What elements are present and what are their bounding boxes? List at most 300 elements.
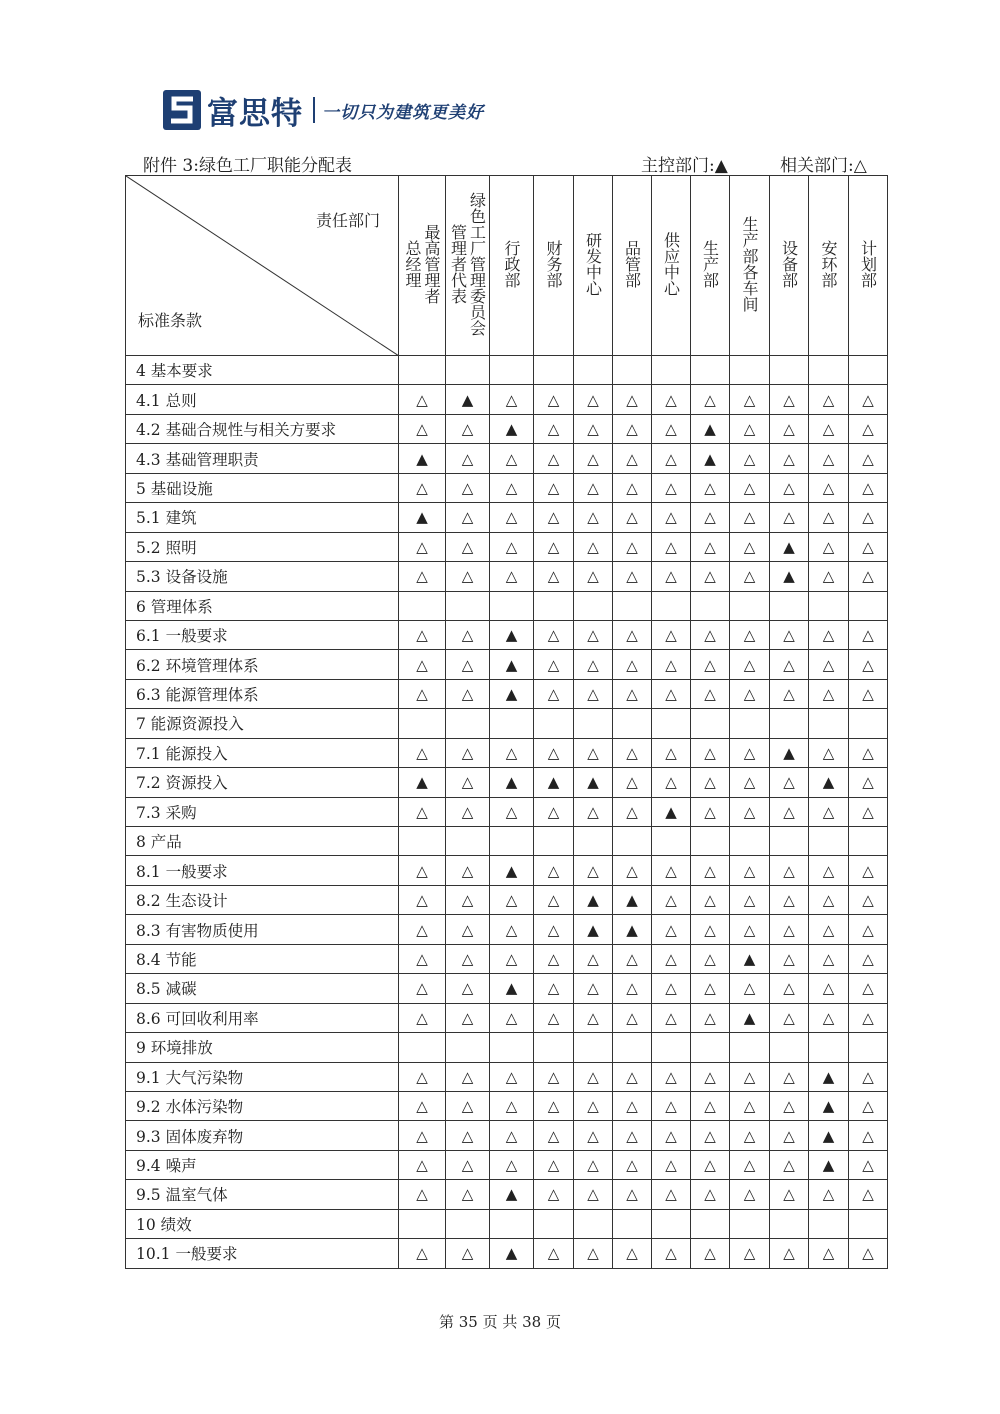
mark-cell: △ — [691, 385, 730, 414]
mark-cell — [613, 1209, 652, 1238]
mark-cell: △ — [691, 532, 730, 561]
mark-cell: ▲ — [809, 1091, 849, 1120]
mark-cell: ▲ — [490, 974, 534, 1003]
mark-cell: △ — [490, 503, 534, 532]
mark-cell: △ — [399, 1003, 446, 1032]
mark-cell: △ — [534, 974, 574, 1003]
mark-cell — [770, 827, 809, 856]
mark-cell: △ — [574, 532, 613, 561]
mark-cell: △ — [399, 974, 446, 1003]
mark-cell: △ — [730, 620, 770, 649]
mark-cell — [574, 591, 613, 620]
clause-cell: 7.3 采购 — [126, 797, 399, 826]
mark-cell: △ — [534, 473, 574, 502]
clause-cell: 8.6 可回收利用率 — [126, 1003, 399, 1032]
mark-cell: △ — [446, 1003, 490, 1032]
mark-cell: ▲ — [652, 797, 691, 826]
mark-cell: △ — [490, 1150, 534, 1179]
mark-cell: △ — [730, 650, 770, 679]
mark-cell: △ — [652, 444, 691, 473]
mark-cell: △ — [691, 915, 730, 944]
mark-cell: △ — [770, 885, 809, 914]
clause-cell: 8 产品 — [126, 827, 399, 856]
mark-cell: ▲ — [730, 1003, 770, 1032]
mark-cell — [534, 1033, 574, 1062]
mark-cell: △ — [399, 856, 446, 885]
matrix-body — [126, 356, 888, 1269]
table-row — [126, 1180, 888, 1209]
mark-cell: △ — [691, 1150, 730, 1179]
mark-cell: △ — [490, 1121, 534, 1150]
mark-cell: ▲ — [574, 885, 613, 914]
mark-cell: △ — [809, 650, 849, 679]
mark-cell: △ — [691, 1239, 730, 1268]
mark-cell: △ — [574, 650, 613, 679]
dept-header-label: 设备部 — [779, 239, 799, 288]
dept-header — [534, 176, 574, 356]
mark-cell: △ — [652, 856, 691, 885]
mark-cell: △ — [613, 473, 652, 502]
mark-cell: △ — [446, 473, 490, 502]
table-header-row — [126, 176, 888, 356]
mark-cell — [490, 1033, 534, 1062]
mark-cell: △ — [770, 473, 809, 502]
mark-cell: △ — [574, 1091, 613, 1120]
mark-cell — [534, 356, 574, 385]
mark-cell — [399, 827, 446, 856]
mark-cell: △ — [613, 414, 652, 443]
mark-cell: △ — [691, 503, 730, 532]
mark-cell — [613, 591, 652, 620]
clause-cell: 5.2 照明 — [126, 532, 399, 561]
mark-cell: △ — [490, 1091, 534, 1120]
mark-cell: △ — [613, 797, 652, 826]
mark-cell: △ — [446, 768, 490, 797]
table-row — [126, 1033, 888, 1062]
mark-cell — [446, 1209, 490, 1238]
clause-cell: 9.2 水体污染物 — [126, 1091, 399, 1120]
mark-cell: ▲ — [691, 444, 730, 473]
mark-cell — [809, 709, 849, 738]
mark-cell — [809, 356, 849, 385]
mark-cell: ▲ — [809, 1121, 849, 1150]
mark-cell: △ — [730, 856, 770, 885]
mark-cell: △ — [490, 1003, 534, 1032]
mark-cell: △ — [730, 473, 770, 502]
mark-cell: △ — [613, 974, 652, 1003]
table-row — [126, 944, 888, 973]
mark-cell: △ — [446, 915, 490, 944]
mark-cell: △ — [849, 679, 888, 708]
mark-cell — [446, 709, 490, 738]
mark-cell: △ — [446, 562, 490, 591]
mark-cell: △ — [613, 385, 652, 414]
mark-cell: △ — [809, 1239, 849, 1268]
mark-cell: △ — [574, 414, 613, 443]
clause-cell: 4 基本要求 — [126, 356, 399, 385]
mark-cell: ▲ — [490, 1239, 534, 1268]
mark-cell: △ — [574, 444, 613, 473]
mark-cell — [730, 591, 770, 620]
mark-cell: △ — [691, 1091, 730, 1120]
mark-cell: △ — [490, 738, 534, 767]
dept-header-label: 财务部 — [544, 239, 563, 288]
clause-cell: 9.5 温室气体 — [126, 1180, 399, 1209]
company-logo — [163, 88, 484, 132]
dept-header-label: 最高管理者 总经理 — [403, 223, 441, 304]
clause-cell: 8.4 节能 — [126, 944, 399, 973]
mark-cell — [730, 827, 770, 856]
mark-cell — [613, 827, 652, 856]
table-row — [126, 503, 888, 532]
mark-cell: △ — [730, 1091, 770, 1120]
mark-cell: △ — [730, 915, 770, 944]
mark-cell — [399, 709, 446, 738]
mark-cell — [849, 356, 888, 385]
mark-cell: △ — [574, 385, 613, 414]
mark-cell: △ — [730, 562, 770, 591]
mark-cell: △ — [446, 738, 490, 767]
mark-cell: △ — [399, 1180, 446, 1209]
mark-cell: △ — [399, 944, 446, 973]
mark-cell: ▲ — [490, 414, 534, 443]
mark-cell — [691, 591, 730, 620]
mark-cell: △ — [691, 650, 730, 679]
mark-cell: △ — [730, 1180, 770, 1209]
dept-header-label: 行政部 — [502, 239, 521, 288]
dept-header — [490, 176, 534, 356]
mark-cell: △ — [652, 1062, 691, 1091]
mark-cell: △ — [770, 650, 809, 679]
mark-cell: △ — [446, 856, 490, 885]
mark-cell: △ — [613, 944, 652, 973]
mark-cell: △ — [446, 1180, 490, 1209]
mark-cell: △ — [574, 1003, 613, 1032]
mark-cell: △ — [574, 1180, 613, 1209]
mark-cell: △ — [691, 679, 730, 708]
mark-cell: ▲ — [490, 620, 534, 649]
mark-cell: △ — [446, 444, 490, 473]
mark-cell: △ — [490, 1062, 534, 1091]
mark-cell: △ — [652, 974, 691, 1003]
corner-cell — [126, 176, 399, 356]
mark-cell — [613, 1033, 652, 1062]
clause-cell: 7 能源资源投入 — [126, 709, 399, 738]
clause-cell: 7.2 资源投入 — [126, 768, 399, 797]
mark-cell: ▲ — [490, 1180, 534, 1209]
mark-cell: △ — [809, 1180, 849, 1209]
mark-cell: △ — [770, 414, 809, 443]
mark-cell: △ — [534, 944, 574, 973]
mark-cell: △ — [849, 768, 888, 797]
table-row — [126, 1121, 888, 1150]
mark-cell: △ — [849, 1239, 888, 1268]
corner-standard-label: 标准条款 — [138, 311, 203, 330]
mark-cell: △ — [399, 562, 446, 591]
clause-cell: 9.4 噪声 — [126, 1150, 399, 1179]
mark-cell: △ — [534, 1239, 574, 1268]
mark-cell — [849, 827, 888, 856]
mark-cell: △ — [770, 620, 809, 649]
brand-name: 富思特 — [207, 95, 303, 132]
table-row — [126, 356, 888, 385]
mark-cell: △ — [652, 1180, 691, 1209]
mark-cell — [574, 827, 613, 856]
mark-cell: △ — [691, 768, 730, 797]
mark-cell: △ — [691, 738, 730, 767]
mark-cell: △ — [652, 885, 691, 914]
mark-cell: △ — [534, 738, 574, 767]
mark-cell: △ — [691, 856, 730, 885]
mark-cell: △ — [691, 473, 730, 502]
mark-cell — [490, 356, 534, 385]
mark-cell: △ — [770, 679, 809, 708]
mark-cell: △ — [809, 503, 849, 532]
mark-cell: △ — [490, 885, 534, 914]
dept-header — [652, 176, 691, 356]
mark-cell: △ — [534, 650, 574, 679]
table-row — [126, 532, 888, 561]
clause-cell: 9 环境排放 — [126, 1033, 399, 1062]
mark-cell — [490, 827, 534, 856]
mark-cell: △ — [849, 562, 888, 591]
mark-cell: △ — [849, 974, 888, 1003]
mark-cell: △ — [490, 532, 534, 561]
mark-cell: ▲ — [613, 885, 652, 914]
mark-cell: △ — [490, 473, 534, 502]
mark-cell: △ — [574, 1062, 613, 1091]
table-row — [126, 885, 888, 914]
mark-cell: △ — [613, 620, 652, 649]
clause-cell: 6 管理体系 — [126, 591, 399, 620]
mark-cell: △ — [490, 385, 534, 414]
table-row — [126, 385, 888, 414]
mark-cell: △ — [652, 650, 691, 679]
mark-cell: △ — [691, 562, 730, 591]
table-row — [126, 827, 888, 856]
mark-cell: △ — [809, 885, 849, 914]
clause-cell: 5.1 建筑 — [126, 503, 399, 532]
table-row — [126, 797, 888, 826]
mark-cell: △ — [652, 620, 691, 649]
dept-header — [399, 176, 446, 356]
mark-cell: △ — [809, 679, 849, 708]
mark-cell: △ — [770, 385, 809, 414]
mark-cell — [691, 827, 730, 856]
mark-cell: △ — [446, 1062, 490, 1091]
mark-cell — [770, 356, 809, 385]
mark-cell: △ — [534, 562, 574, 591]
mark-cell: △ — [730, 974, 770, 1003]
table-row — [126, 856, 888, 885]
mark-cell: △ — [574, 1239, 613, 1268]
mark-cell — [691, 1209, 730, 1238]
mark-cell — [652, 1209, 691, 1238]
clause-cell: 8.1 一般要求 — [126, 856, 399, 885]
responsibility-matrix — [125, 175, 888, 1269]
mark-cell: △ — [809, 944, 849, 973]
mark-cell: △ — [613, 1180, 652, 1209]
mark-cell: △ — [574, 944, 613, 973]
mark-cell: ▲ — [613, 915, 652, 944]
fst-logo-icon — [163, 90, 201, 130]
mark-cell — [691, 1033, 730, 1062]
mark-cell: △ — [399, 532, 446, 561]
mark-cell: △ — [574, 679, 613, 708]
mark-cell: △ — [446, 503, 490, 532]
mark-cell: △ — [730, 532, 770, 561]
mark-cell — [399, 1209, 446, 1238]
clause-cell: 10 绩效 — [126, 1209, 399, 1238]
mark-cell: △ — [490, 797, 534, 826]
mark-cell: △ — [613, 650, 652, 679]
mark-cell: △ — [730, 1121, 770, 1150]
mark-cell: △ — [730, 385, 770, 414]
mark-cell: △ — [770, 797, 809, 826]
clause-cell: 5 基础设施 — [126, 473, 399, 502]
mark-cell: ▲ — [809, 1062, 849, 1091]
mark-cell: ▲ — [770, 562, 809, 591]
clause-cell: 8.3 有害物质使用 — [126, 915, 399, 944]
mark-cell — [574, 1209, 613, 1238]
mark-cell — [770, 591, 809, 620]
mark-cell: △ — [730, 738, 770, 767]
mark-cell: △ — [399, 1239, 446, 1268]
table-row — [126, 473, 888, 502]
mark-cell: △ — [399, 620, 446, 649]
mark-cell — [446, 591, 490, 620]
mark-cell: △ — [446, 885, 490, 914]
mark-cell: △ — [613, 532, 652, 561]
mark-cell: ▲ — [490, 856, 534, 885]
mark-cell: △ — [849, 738, 888, 767]
mark-cell: △ — [849, 1150, 888, 1179]
legend-main-dept: 主控部门:▲ — [641, 156, 728, 176]
mark-cell — [809, 1209, 849, 1238]
clause-cell: 4.2 基础合规性与相关方要求 — [126, 414, 399, 443]
mark-cell: △ — [446, 650, 490, 679]
mark-cell: △ — [849, 385, 888, 414]
table-row — [126, 709, 888, 738]
mark-cell: △ — [534, 414, 574, 443]
mark-cell: △ — [534, 1180, 574, 1209]
mark-cell: △ — [849, 856, 888, 885]
mark-cell: △ — [730, 885, 770, 914]
mark-cell: △ — [849, 1180, 888, 1209]
dept-header — [691, 176, 730, 356]
mark-cell: △ — [613, 738, 652, 767]
mark-cell — [652, 356, 691, 385]
mark-cell: △ — [446, 797, 490, 826]
mark-cell — [399, 1033, 446, 1062]
mark-cell: △ — [574, 562, 613, 591]
clause-cell: 6.3 能源管理体系 — [126, 679, 399, 708]
mark-cell — [399, 356, 446, 385]
mark-cell: ▲ — [399, 444, 446, 473]
mark-cell — [490, 709, 534, 738]
mark-cell: △ — [849, 414, 888, 443]
mark-cell — [730, 1209, 770, 1238]
mark-cell: △ — [574, 797, 613, 826]
mark-cell: △ — [613, 1062, 652, 1091]
mark-cell: △ — [613, 503, 652, 532]
mark-cell: △ — [809, 738, 849, 767]
mark-cell: △ — [490, 944, 534, 973]
mark-cell: △ — [652, 915, 691, 944]
mark-cell — [770, 1033, 809, 1062]
mark-cell — [613, 356, 652, 385]
clause-cell: 9.1 大气污染物 — [126, 1062, 399, 1091]
legend-related-dept: 相关部门:△ — [780, 156, 867, 176]
mark-cell: △ — [730, 1239, 770, 1268]
mark-cell: △ — [849, 532, 888, 561]
mark-cell: △ — [849, 444, 888, 473]
mark-cell: △ — [490, 915, 534, 944]
dept-header — [730, 176, 770, 356]
mark-cell: △ — [446, 679, 490, 708]
mark-cell: △ — [849, 885, 888, 914]
table-row — [126, 650, 888, 679]
mark-cell: △ — [770, 1121, 809, 1150]
mark-cell — [809, 591, 849, 620]
mark-cell: △ — [652, 473, 691, 502]
mark-cell: △ — [399, 679, 446, 708]
mark-cell: △ — [849, 1121, 888, 1150]
mark-cell: △ — [652, 1003, 691, 1032]
document-title: 附件 3:绿色工厂职能分配表 — [143, 156, 352, 176]
mark-cell: △ — [399, 414, 446, 443]
mark-cell — [849, 1209, 888, 1238]
clause-cell: 6.1 一般要求 — [126, 620, 399, 649]
mark-cell: △ — [809, 444, 849, 473]
mark-cell — [446, 1033, 490, 1062]
mark-cell: △ — [770, 1180, 809, 1209]
mark-cell: △ — [809, 562, 849, 591]
mark-cell — [490, 1209, 534, 1238]
mark-cell — [446, 356, 490, 385]
mark-cell: △ — [770, 1239, 809, 1268]
mark-cell: △ — [809, 1003, 849, 1032]
mark-cell: △ — [534, 385, 574, 414]
mark-cell: △ — [652, 679, 691, 708]
mark-cell — [534, 1209, 574, 1238]
mark-cell: ▲ — [574, 915, 613, 944]
table-row — [126, 768, 888, 797]
table-row — [126, 1003, 888, 1032]
mark-cell: ▲ — [809, 768, 849, 797]
dept-header-label: 计划部 — [858, 239, 878, 288]
mark-cell: ▲ — [730, 944, 770, 973]
mark-cell: △ — [534, 679, 574, 708]
dept-header-label: 研发中心 — [583, 231, 603, 296]
mark-cell: △ — [652, 414, 691, 443]
mark-cell: △ — [770, 1003, 809, 1032]
mark-cell: △ — [613, 444, 652, 473]
mark-cell: △ — [613, 1003, 652, 1032]
mark-cell: ▲ — [490, 768, 534, 797]
mark-cell: △ — [534, 1121, 574, 1150]
mark-cell: △ — [691, 797, 730, 826]
table-row — [126, 1209, 888, 1238]
dept-header — [446, 176, 490, 356]
mark-cell — [399, 591, 446, 620]
mark-cell: △ — [652, 768, 691, 797]
dept-header-label: 品管部 — [622, 239, 642, 288]
table-row — [126, 974, 888, 1003]
mark-cell: △ — [399, 915, 446, 944]
mark-cell: △ — [730, 444, 770, 473]
mark-cell: △ — [534, 444, 574, 473]
